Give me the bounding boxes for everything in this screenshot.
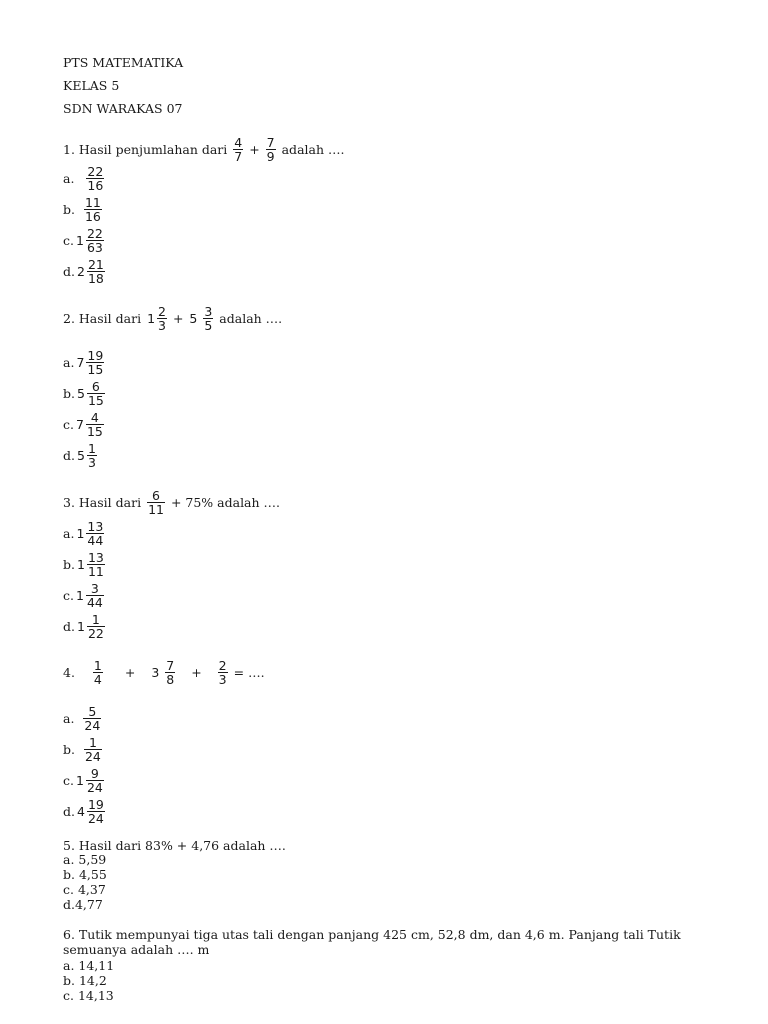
- question-4-option-c: [63, 767, 106, 794]
- plus-sign: +: [249, 142, 260, 157]
- denominator: 15: [87, 362, 104, 377]
- whole-number: 7: [76, 355, 85, 370]
- whole-number: 1: [75, 588, 84, 603]
- question-2-option-b: [63, 380, 107, 407]
- question-3-fraction: [147, 489, 165, 516]
- question-6-line-2: semuanya adalah …. m: [63, 942, 210, 957]
- question-3-option-b: [63, 551, 107, 578]
- numerator: 19: [87, 797, 104, 812]
- whole-number: 1: [75, 773, 84, 788]
- numerator: 1: [87, 441, 96, 456]
- question-6-option-c: c. 14,13: [63, 988, 114, 1003]
- question-4-option-a: [63, 705, 103, 732]
- option-fraction: [87, 258, 105, 285]
- whole-number: 4: [76, 804, 85, 819]
- option-label: b.: [63, 386, 75, 401]
- question-3-option-c: [63, 582, 106, 609]
- doc-title: PTS MATEMATIKA: [63, 55, 184, 70]
- denominator: 18: [87, 271, 104, 286]
- option-fraction: [86, 582, 104, 609]
- denominator: 15: [86, 424, 103, 439]
- whole-number: 5: [189, 311, 198, 326]
- numerator: 11: [84, 195, 101, 210]
- denominator: 3: [87, 455, 96, 470]
- question-3-option-a: [63, 520, 106, 547]
- denominator: 8: [166, 672, 175, 687]
- question-1-prefix: 1. Hasil penjumlahan dari: [63, 142, 228, 157]
- denominator: 44: [86, 595, 103, 610]
- whole-number: 1: [76, 526, 85, 541]
- denominator: 24: [87, 811, 104, 826]
- option-fraction: [86, 411, 104, 438]
- whole-number: 5: [76, 386, 85, 401]
- option-fraction: [84, 736, 102, 763]
- question-4-option-d: [63, 798, 107, 825]
- question-3: [63, 489, 280, 516]
- option-fraction: [86, 349, 104, 376]
- numerator: 4: [90, 410, 99, 425]
- numerator: 1: [91, 612, 100, 627]
- question-6-option-b: b. 14,2: [63, 973, 107, 988]
- question-2-option-c: [63, 411, 106, 438]
- denominator: 16: [84, 209, 101, 224]
- option-label: d.: [63, 619, 75, 634]
- denominator: 3: [218, 672, 227, 687]
- option-label: a.: [63, 355, 75, 370]
- denominator: 3: [158, 318, 166, 333]
- question-6-line-1: 6. Tutik mempunyai tiga utas tali dengan panjang 425 cm, 52,8 dm, dan 4,6 m. Panjang tali Tutik: [63, 927, 681, 942]
- denominator: 24: [86, 780, 103, 795]
- option-fraction: [84, 196, 102, 223]
- denominator: 11: [87, 564, 104, 579]
- option-label: b.: [63, 557, 75, 572]
- numerator: 13: [87, 519, 104, 534]
- plus-sign: +: [191, 665, 202, 680]
- plus-sign: +: [124, 665, 136, 680]
- question-5: 5. Hasil dari 83% + 4,76 adalah ….: [63, 838, 286, 853]
- whole-number: 1: [76, 619, 85, 634]
- numerator: 6: [152, 488, 160, 503]
- denominator: 7: [234, 149, 243, 164]
- option-label: d.: [63, 264, 75, 279]
- option-fraction: [86, 767, 104, 794]
- equals-sign: =: [233, 665, 245, 680]
- denominator: 4: [93, 672, 102, 687]
- whole-number: 3: [151, 665, 160, 680]
- denominator: 24: [84, 718, 101, 733]
- question-5-option-b: b. 4,55: [63, 867, 107, 882]
- question-3-option-d: [63, 613, 107, 640]
- question-3-prefix: 3. Hasil dari: [63, 495, 142, 510]
- numerator: 7: [166, 658, 175, 673]
- question-1-option-d: [63, 258, 107, 285]
- option-fraction: [87, 442, 97, 469]
- question-2-fraction-2: [203, 305, 213, 332]
- option-label: a.: [63, 526, 75, 541]
- option-fraction: [87, 380, 105, 407]
- numerator: 19: [87, 348, 104, 363]
- numerator: 2: [218, 658, 227, 673]
- option-label: c.: [63, 773, 74, 788]
- numerator: 7: [266, 135, 275, 150]
- numerator: 4: [234, 135, 243, 150]
- question-3-suffix: + 75% adalah ….: [170, 495, 281, 510]
- option-label: c.: [63, 233, 74, 248]
- question-4-prefix: 4.: [63, 665, 75, 680]
- option-label: d.: [63, 804, 75, 819]
- denominator: 44: [87, 533, 104, 548]
- question-2-fraction-1: [157, 305, 167, 332]
- option-label: d.: [63, 448, 75, 463]
- denominator: 11: [148, 502, 164, 517]
- question-1-option-a: [63, 165, 106, 192]
- whole-number: 5: [76, 448, 85, 463]
- option-fraction: [87, 613, 105, 640]
- option-fraction: [86, 227, 104, 254]
- option-label: b.: [63, 742, 75, 757]
- question-1: [63, 136, 344, 163]
- question-5-option-c: c. 4,37: [63, 882, 106, 897]
- numerator: 6: [91, 379, 100, 394]
- denominator: 24: [84, 749, 101, 764]
- option-fraction: [86, 520, 104, 547]
- question-4-fraction-1: [93, 659, 103, 686]
- option-label: c.: [63, 588, 74, 603]
- option-label: b.: [63, 202, 75, 217]
- question-4-fraction-3: [218, 659, 228, 686]
- numerator: 9: [90, 766, 99, 781]
- numerator: 22: [86, 226, 103, 241]
- numerator: 22: [87, 164, 104, 179]
- denominator: 63: [86, 240, 103, 255]
- denominator: 15: [87, 393, 104, 408]
- plus-sign: +: [172, 311, 184, 326]
- numerator: 3: [204, 304, 213, 319]
- question-2-prefix: 2. Hasil dari: [63, 311, 142, 326]
- option-fraction: [87, 798, 105, 825]
- question-5-option-d: d.4,77: [63, 897, 103, 912]
- whole-number: 7: [75, 417, 84, 432]
- numerator: 2: [158, 304, 166, 319]
- option-fraction: [83, 705, 101, 732]
- numerator: 1: [88, 735, 97, 750]
- question-1-fraction-2: [266, 136, 276, 163]
- numerator: 5: [88, 704, 97, 719]
- question-1-option-b: [63, 196, 104, 223]
- class-label: KELAS 5: [63, 78, 120, 93]
- whole-number: 1: [147, 311, 156, 326]
- question-4: [63, 659, 265, 686]
- option-fraction: [86, 165, 104, 192]
- numerator: 13: [87, 550, 104, 565]
- question-6-option-a: a. 14,11: [63, 958, 115, 973]
- denominator: 5: [204, 318, 213, 333]
- question-4-fraction-2: [165, 659, 175, 686]
- question-1-suffix: adalah ….: [281, 142, 345, 157]
- question-2-option-a: [63, 349, 106, 376]
- question-4-option-b: [63, 736, 104, 763]
- whole-number: 2: [76, 264, 85, 279]
- option-label: c.: [63, 417, 74, 432]
- numerator: 1: [93, 658, 102, 673]
- option-fraction: [87, 551, 105, 578]
- question-4-suffix: ….: [248, 665, 265, 680]
- numerator: 3: [90, 581, 99, 596]
- denominator: 22: [87, 626, 104, 641]
- denominator: 16: [87, 178, 104, 193]
- question-2: [63, 305, 282, 332]
- question-2-option-d: [63, 442, 99, 469]
- question-1-option-c: [63, 227, 106, 254]
- school-name: SDN WARAKAS 07: [63, 101, 183, 116]
- question-1-fraction-1: [233, 136, 243, 163]
- option-label: a.: [63, 711, 75, 726]
- question-2-suffix: adalah ….: [219, 311, 283, 326]
- whole-number: 1: [76, 557, 85, 572]
- denominator: 9: [266, 149, 275, 164]
- whole-number: 1: [75, 233, 84, 248]
- question-5-option-a: a. 5,59: [63, 852, 107, 867]
- numerator: 21: [87, 257, 104, 272]
- option-label: a.: [63, 171, 75, 186]
